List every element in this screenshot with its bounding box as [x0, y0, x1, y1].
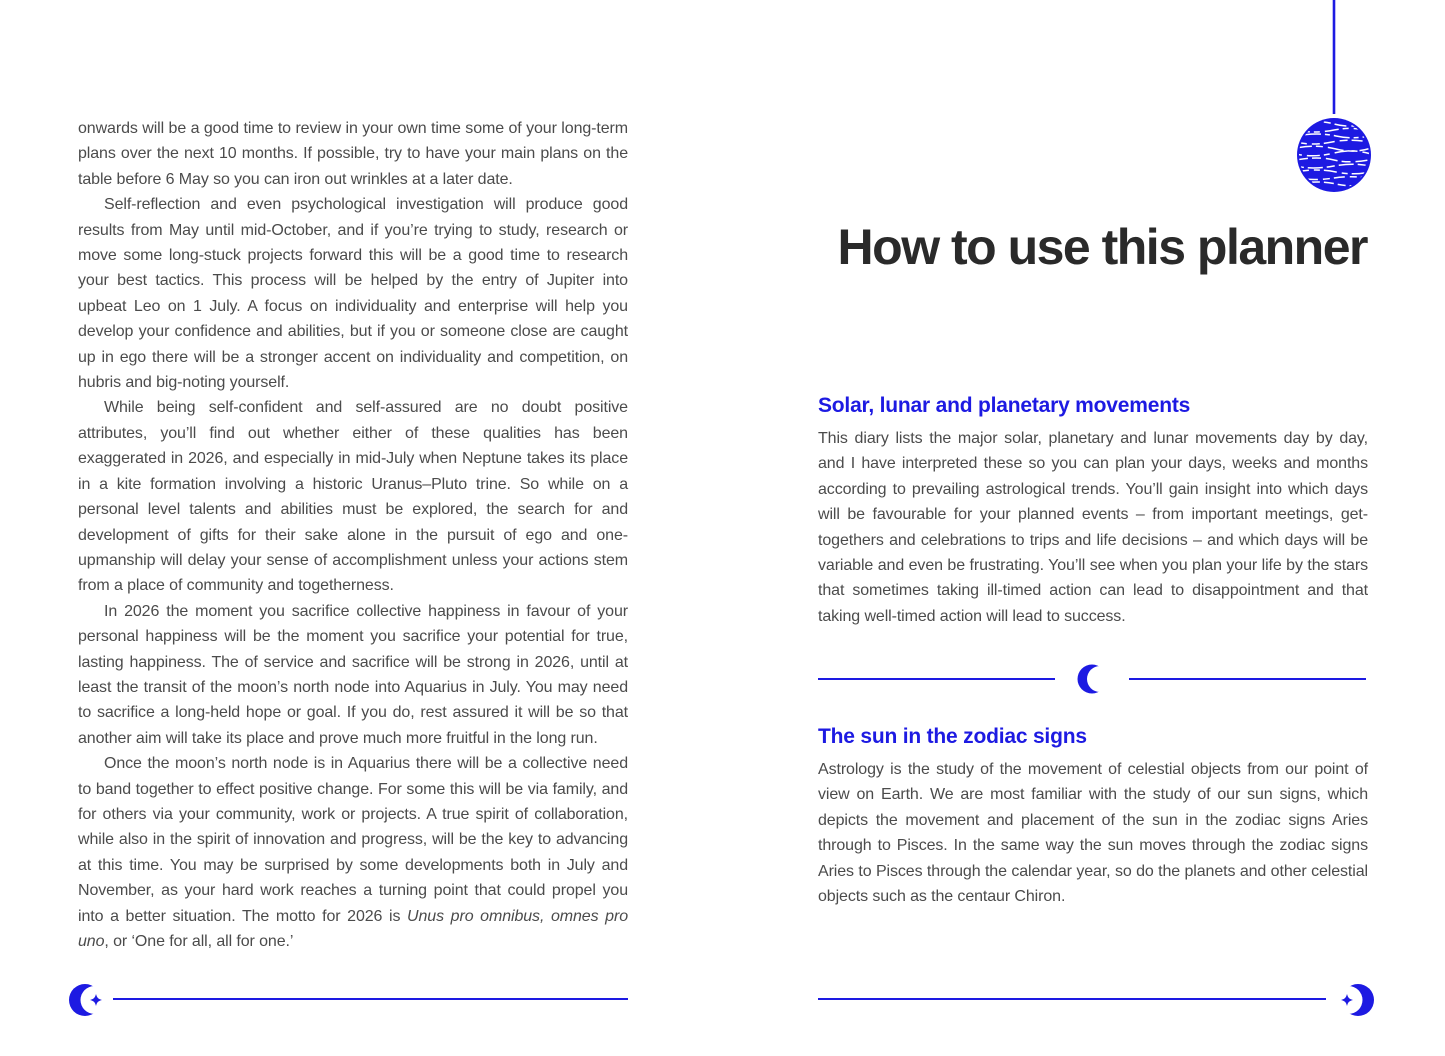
- paragraph: Once the moon’s north node is in Aquarius there will be a collective need to band together to effect positive change. For some this will be via family, and for others via your community, work or projects. A true spirit of collaboration, while also in the spirit of innovation and progress, will be the key to advancing at this time. You may be surprised by some developments both in July and November, as your hard work reaches a turning point that could propel you into a better situation. The motto for 2026 is Unus pro omnibus, omnes pro uno, or ‘One for all, all for one.’: [78, 755, 628, 950]
- paragraph: onwards will be a good time to review in your own time some of your long-term plans over the next 10 months. If possible, try to have your main plans on the table before 6 May so you can iron out wrinkles at a later date.: [78, 120, 628, 188]
- paragraph: While being self-confident and self-assured are no doubt positive attributes, you’ll find out whether either of these qualities has been exaggerated in 2026, and especially in mid-July when Neptune takes its place in a kite formation involving a historic Uranus–Pluto trine. So while on a personal level talents and abilities must be explored, the search for and development of gifts for their sake alone in the pursuit of ego and one-upmanship will delay your sense of accomplishment unless your actions stem from a place of community and togetherness.: [78, 399, 628, 595]
- paragraph: In 2026 the moment you sacrifice collective happiness in favour of your personal happiness will be the moment you sacrifice your potential for true, lasting happiness. The of service and sacrifice will be strong in 2026, until at least the transit of the moon’s north node into Aquarius in July. You may need to sacrifice a long-held hope or goal. If you do, rest assured it will be so that another aim will take its place and prove much more fruitful in the long run.: [78, 602, 628, 747]
- section-body-solar-lunar: This diary lists the major solar, planetary and lunar movements day by day, and I have interpreted these so you can plan your days, weeks and months according to prevailing astrological trends. You’ll gain insight into which days will be favourable for your planned events – from important meetings, get-togethers and celebrations to trips and life decisions – and which days will be variable and even be frustrating. You’ll see when you plan your life by the stars that sometimes taking ill-timed action can lead to disappointment and that taking well-timed action will lead to success.: [818, 430, 1368, 625]
- section-heading-sun-zodiac: The sun in the zodiac signs: [818, 725, 1087, 748]
- section-body-sun-zodiac: Astrology is the study of the movement of celestial objects from our point of view on Earth. We are most familiar with the study of our sun signs, which depicts the movement and placement of the sun in the zodiac signs Aries through to Pisces. In the same way the sun moves through the zodiac signs Aries to Pisces through the calendar year, so do the planets and other celestial objects such as the centaur Chiron.: [818, 761, 1368, 906]
- divider-rule-left: [818, 678, 1055, 680]
- left-page-text: [78, 116, 628, 954]
- crescent-moon-star-icon: [69, 981, 107, 1019]
- footer-rule-left: [113, 998, 628, 1000]
- scribble-ball-ornament-icon: [1294, 0, 1376, 200]
- page-title: How to use this planner: [837, 219, 1367, 275]
- section-heading-solar-lunar: Solar, lunar and planetary movements: [818, 394, 1191, 417]
- crescent-moon-star-icon: [1336, 981, 1374, 1019]
- paragraph: Self-reflection and even psychological investigation will produce good results from May until mid-October, and if you’re trying to study, research or move some long-stuck projects forward this will be a good time to research your best tactics. This process will be helped by the entry of Jupiter into upbeat Leo on 1 July. A focus on individuality and enterprise will help you develop your confidence and abilities, but if you or someone close are caught up in ego there will be a stronger accent on individuality and competition, on hubris and big-noting yourself.: [78, 196, 628, 392]
- footer-rule-right: [818, 998, 1326, 1000]
- divider-rule-right: [1129, 678, 1366, 680]
- crescent-moon-divider-icon: [1077, 662, 1111, 696]
